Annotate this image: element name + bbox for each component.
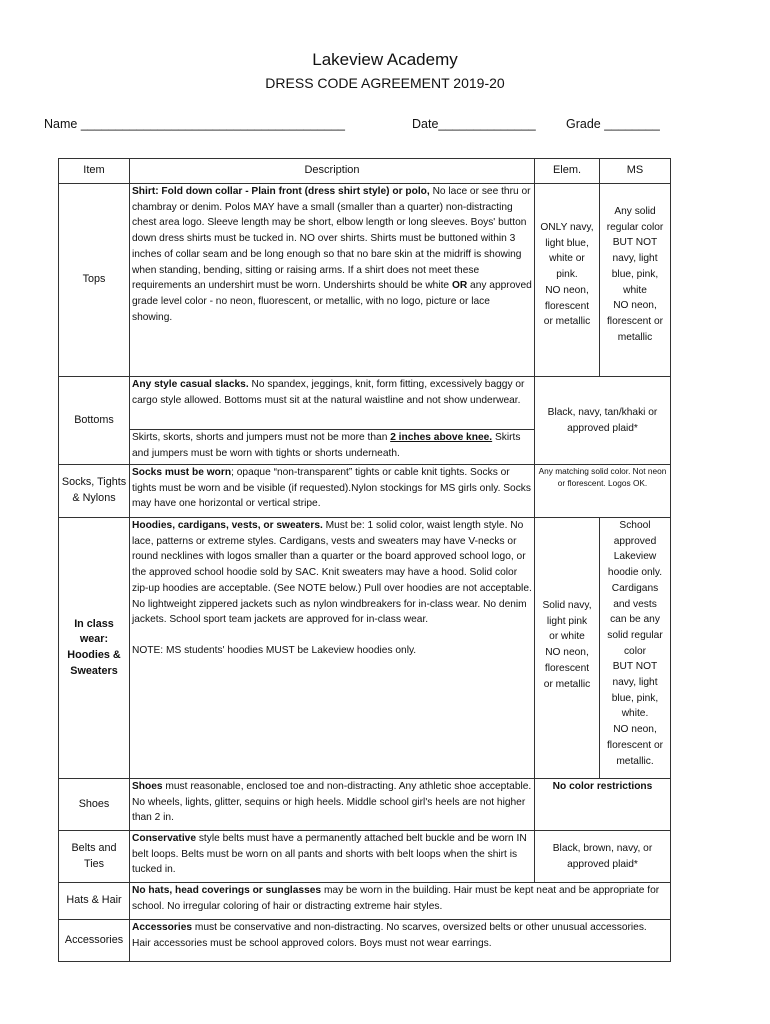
row-description-bottoms-1 <box>130 377 535 430</box>
tops-text-b: any approved grade level color - no neon, fluorescent, or metallic, with no logo, picture or lace showing. <box>132 280 532 323</box>
row-description-bottoms-2 <box>130 430 535 465</box>
shoes-text: must reasonable, enclosed toe and non-distracting. Any athletic shoe acceptable. No wheels, lights, glitter, sequins or high heels. Middle school girl's heels are not higher than 2 in. <box>132 781 532 824</box>
row-description-tops <box>130 184 535 377</box>
header-description: Description <box>130 159 535 184</box>
table-row <box>59 831 671 883</box>
row-label-tops: Tops <box>59 184 130 377</box>
hats-text: may be worn in the building. Hair must be kept neat and be appropriate for school. No irregular coloring of hair or distracting extreme hair styles. <box>132 885 660 912</box>
belts-text: style belts must have a permanently attached belt buckle and be worn IN belt loops. Belts must be worn on all pants and shorts with belt loops when the shirt is tucked in. <box>132 833 527 876</box>
dress-code-table <box>58 158 671 962</box>
classwear-bold: Hoodies, cardigans, vests, or sweaters. <box>132 520 323 531</box>
row-label-hats: Hats & Hair <box>59 883 130 920</box>
tops-ms-colors: Any solid regular color BUT NOT navy, light blue, pink, white NO neon, florescent or metallic <box>600 184 671 377</box>
row-label-accessories: Accessories <box>59 920 130 962</box>
table-row <box>59 779 671 831</box>
bottoms-text-1: No spandex, jeggings, knit, form fitting, excessively baggy or cargo style allowed. Bottoms must sit at the natural waistline and not show underwear. <box>132 379 525 406</box>
shoes-colors: No color restrictions <box>535 779 671 831</box>
row-description-classwear <box>130 518 535 779</box>
bottoms-bold: Any style casual slacks. <box>132 379 249 390</box>
row-label-socks: Socks, Tights & Nylons <box>59 465 130 518</box>
name-field[interactable]: Name ______________________________________ <box>44 117 345 131</box>
date-field[interactable]: Date______________ <box>412 117 536 131</box>
tops-or: OR <box>451 280 468 292</box>
table-row <box>59 920 671 962</box>
classwear-elem-colors: Solid navy, light pink or white NO neon, florescent or metallic <box>535 518 600 779</box>
tops-text-a: No lace or see thru or chambray or denim. Polos MAY have a small (smaller than a quarter) non-distracting chest area logo. Sleeve length may be short, elbow length or long sleeves. Boys' button down dress shirts must be tucked in. NO over shirts. Shirts must be buttoned within 3 inches of collar seam and be long enough so that no bare skin at the midriff is showing when standing, bending, sitting or raising arms. If a shirt does not meet these requirements an undershirt must be worn. Undershirts should be white <box>132 186 531 292</box>
bottoms-text-2a: Skirts, skorts, shorts and jumpers must not be more than <box>132 432 391 443</box>
shoes-bold: Shoes <box>132 781 163 792</box>
belts-colors: Black, brown, navy, or approved plaid* <box>535 831 671 883</box>
tops-bold: Shirt: Fold down collar - Plain front (dress shirt style) or polo, <box>132 186 430 197</box>
table-row <box>59 184 671 377</box>
row-label-classwear: In class wear: Hoodies & Sweaters <box>59 518 130 779</box>
table-row <box>59 377 671 430</box>
header-ms: MS <box>600 159 671 184</box>
row-description-hats <box>130 883 671 920</box>
bottoms-underline: 2 inches above knee. <box>390 432 493 443</box>
document-title: DRESS CODE AGREEMENT 2019-20 <box>265 75 505 91</box>
table-row <box>59 883 671 920</box>
bottoms-text-2b: Skirts and jumpers must be worn with tights or shorts underneath. <box>132 432 521 459</box>
header-elem: Elem. <box>535 159 600 184</box>
classwear-ms-colors: School approved Lakeview hoodie only. Cardigans and vests can be any solid regular color BUT NOT navy, light blue, pink, white. NO neon, florescent or metallic. <box>600 518 671 779</box>
row-label-bottoms: Bottoms <box>59 377 130 465</box>
row-description-accessories <box>130 920 671 962</box>
socks-text: ; opaque “non-transparent” tights or cable knit tights. Socks or tights must be worn and be visible (if requested).Nylon stockings for MS girls only. Socks may have one horizontal or vertical stripe. <box>132 467 531 510</box>
socks-bold: Socks must be worn <box>132 467 232 478</box>
table-header-row <box>59 159 671 184</box>
classwear-text: Must be: 1 solid color, waist length style. No lace, patterns or extreme styles. Cardigans, vests and sweaters may have V-necks or round necklines with logos smaller than a quarter or the board approved school logo, or the approved school hoodie sold by SAC. Knit sweaters may have a hood. Solid color zip-up hoodies are acceptable. (See NOTE below.) Pull over hoodies are not acceptable. No lightweight zippered jackets such as nylon windbreakers for in-class wear. No denim jackets. School sport team jackets are approved for in-class wear. <box>132 520 532 626</box>
school-name: Lakeview Academy <box>312 50 458 69</box>
tops-elem-colors: ONLY navy, light blue, white or pink. NO neon, florescent or metallic <box>535 184 600 377</box>
hats-bold: No hats, head coverings or sunglasses <box>132 885 322 896</box>
row-label-belts: Belts and Ties <box>59 831 130 883</box>
row-description-shoes <box>130 779 535 831</box>
table-row <box>59 465 671 518</box>
accessories-text: must be conservative and non-distracting. No scarves, oversized belts or other unusual accessories. Hair accessories must be school approved colors. Boys must not wear earrings. <box>132 922 647 949</box>
socks-colors: Any matching solid color. Not neon or florescent. Logos OK. <box>535 465 671 518</box>
header-item: Item <box>59 159 130 184</box>
bottoms-colors: Black, navy, tan/khaki or approved plaid* <box>535 377 671 465</box>
table-row <box>59 518 671 779</box>
row-label-shoes: Shoes <box>59 779 130 831</box>
grade-field[interactable]: Grade ________ <box>566 117 660 131</box>
classwear-note: NOTE: MS students' hoodies MUST be Lakeview hoodies only. <box>132 644 417 656</box>
belts-bold: Conservative <box>132 833 196 844</box>
row-description-belts <box>130 831 535 883</box>
accessories-bold: Accessories <box>132 922 193 933</box>
row-description-socks <box>130 465 535 518</box>
